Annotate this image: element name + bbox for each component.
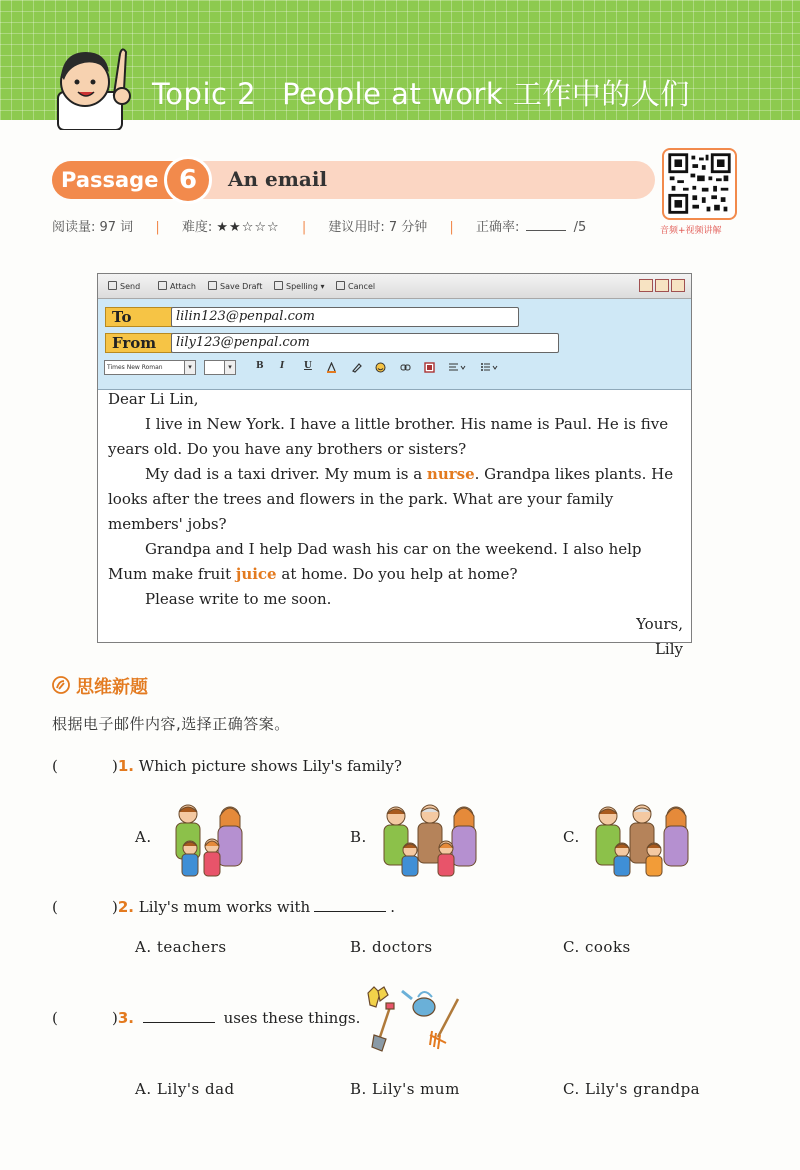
- from-label: From: [105, 333, 172, 353]
- qr-caption: 音频+视频讲解: [660, 226, 722, 236]
- passage-name: An email: [228, 167, 328, 191]
- answer-blank[interactable]: (: [52, 1009, 58, 1027]
- question-text: Which picture shows Lily's family?: [138, 757, 402, 775]
- list-dropdown-icon[interactable]: [480, 362, 500, 373]
- spelling-button[interactable]: Spelling ▾: [274, 281, 324, 291]
- italic-button[interactable]: I: [280, 361, 285, 371]
- topic-number: Topic 2: [152, 77, 257, 111]
- send-icon: [108, 281, 117, 290]
- cancel-button[interactable]: Cancel: [336, 281, 375, 291]
- question-text: uses these things.: [223, 1009, 361, 1027]
- page-title: [152, 72, 690, 113]
- email-toolbar: [98, 274, 691, 299]
- question-3: ( )3. uses these things.: [52, 1009, 361, 1027]
- suggested-time: 建议用时: 7 分钟: [328, 220, 428, 235]
- spellcheck-icon: [274, 281, 283, 290]
- question-text: Lily's mum works with: [138, 898, 311, 916]
- to-label: To: [105, 307, 172, 327]
- accuracy-blank[interactable]: [526, 219, 566, 231]
- question-number: 3.: [117, 1009, 134, 1027]
- save-icon: [208, 281, 217, 290]
- option-c[interactable]: C. Lily's grandpa: [563, 1080, 701, 1098]
- email-window: [97, 273, 692, 658]
- highlighted-word: juice: [235, 565, 277, 583]
- accuracy-label: 正确率:: [475, 220, 520, 235]
- divider: |: [449, 220, 454, 235]
- fill-blank[interactable]: [143, 1009, 215, 1023]
- option-a[interactable]: A. Lily's dad: [135, 1080, 235, 1098]
- family-picture-b-icon[interactable]: [376, 800, 488, 880]
- chevron-down-icon: ▾: [224, 361, 235, 374]
- email-signature: Lily: [654, 640, 683, 658]
- passage-info: [52, 216, 586, 235]
- close-icon[interactable]: [671, 279, 685, 292]
- question-1: ( )1. Which picture shows Lily's family?: [52, 757, 402, 775]
- window-controls: [637, 279, 685, 294]
- minimize-icon[interactable]: [639, 279, 653, 292]
- from-field[interactable]: lily123@penpal.com: [171, 333, 559, 353]
- question-number: 1.: [117, 757, 134, 775]
- difficulty-stars: ★★☆☆☆: [216, 220, 280, 235]
- cancel-icon: [336, 281, 345, 290]
- email-closing: Yours,: [636, 615, 683, 633]
- font-select[interactable]: Times New Roman ▾: [104, 360, 196, 375]
- answer-blank[interactable]: (: [52, 757, 58, 775]
- accuracy-total: /5: [573, 220, 587, 235]
- option-b[interactable]: B.: [350, 828, 367, 846]
- passage-label: Passage: [52, 161, 176, 199]
- image-icon[interactable]: [424, 362, 435, 373]
- option-b[interactable]: B. Lily's mum: [350, 1080, 460, 1098]
- email-paragraph: I live in New York. I have a little brother. His name is Paul. He is five years old. Do you have any brothers or sisters?: [108, 415, 669, 458]
- text-color-icon[interactable]: [326, 362, 337, 373]
- family-picture-c-icon[interactable]: [588, 800, 700, 880]
- difficulty-label: 难度:: [181, 220, 213, 235]
- section-instruction: 根据电子邮件内容,选择正确答案。: [52, 715, 290, 733]
- format-toolbar: [104, 359, 684, 377]
- option-a[interactable]: A. teachers: [135, 938, 227, 956]
- family-picture-a-icon[interactable]: [160, 800, 272, 880]
- to-field[interactable]: lilin123@penpal.com: [171, 307, 519, 327]
- word-count: 阅读量: 97 词: [52, 220, 134, 235]
- fill-blank[interactable]: [314, 898, 386, 912]
- topic-header: [0, 0, 800, 120]
- option-a[interactable]: A.: [135, 828, 152, 846]
- save-draft-button[interactable]: Save Draft: [208, 281, 262, 291]
- section-title: 思维新题: [76, 677, 148, 698]
- attach-button[interactable]: Attach: [158, 281, 196, 291]
- email-greeting: Dear Li Lin,: [108, 390, 199, 408]
- question-number: 2.: [117, 898, 134, 916]
- email-body: [108, 387, 683, 662]
- answer-blank[interactable]: (: [52, 898, 58, 916]
- font-size-select[interactable]: [204, 360, 236, 375]
- qr-code-icon[interactable]: [662, 148, 737, 220]
- topic-title: People at work 工作中的人们: [282, 77, 690, 111]
- question-2: ( )2. Lily's mum works with .: [52, 898, 395, 916]
- email-paragraph: My dad is a taxi driver. My mum is a nurse. Grandpa likes plants. He looks after the trees and flowers in the park. What are your family members' jobs?: [108, 465, 674, 533]
- boy-mascot-icon: [40, 30, 140, 130]
- maximize-icon[interactable]: [655, 279, 669, 292]
- email-compose-header: [98, 274, 691, 390]
- divider: |: [301, 220, 307, 235]
- chevron-down-icon: ▾: [184, 361, 195, 374]
- bold-button[interactable]: B: [256, 361, 264, 371]
- divider: |: [155, 220, 160, 235]
- link-icon[interactable]: [400, 362, 411, 373]
- paperclip-icon: [158, 281, 167, 290]
- email-paragraph: Grandpa and I help Dad wash his car on the weekend. I also help Mum make fruit juice at home. Do you help at home?: [108, 540, 642, 583]
- highlight-icon[interactable]: [351, 362, 362, 373]
- highlighted-word: nurse: [426, 465, 475, 483]
- option-b[interactable]: B. doctors: [350, 938, 433, 956]
- email-paragraph: Please write to me soon.: [145, 590, 332, 608]
- emoji-icon[interactable]: [375, 362, 386, 373]
- option-c[interactable]: C. cooks: [563, 938, 631, 956]
- align-dropdown-icon[interactable]: [448, 362, 468, 373]
- thinking-icon: [51, 675, 71, 695]
- underline-button[interactable]: U: [304, 361, 312, 371]
- garden-tools-icon: [362, 985, 472, 1055]
- passage-number: 6: [164, 156, 212, 204]
- send-button[interactable]: Send: [108, 281, 140, 291]
- option-c[interactable]: C.: [563, 828, 580, 846]
